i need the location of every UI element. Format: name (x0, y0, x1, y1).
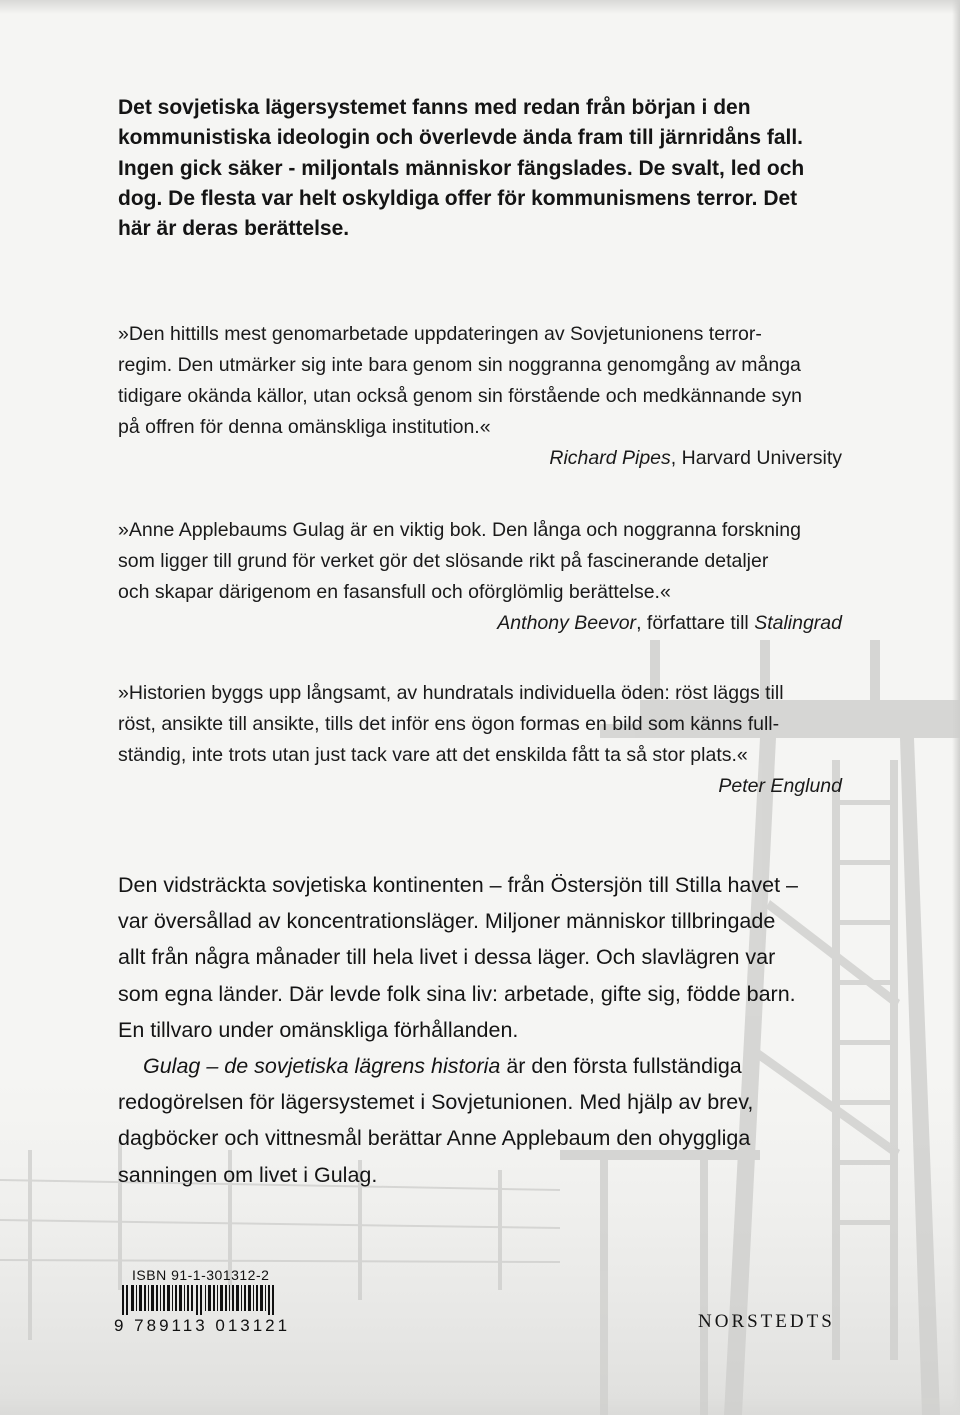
description-paragraph-2-cont (118, 1084, 858, 1193)
quote-line: röst, ansikte till ansikte, tills det inför ens ögon formas en bild som känns full- (118, 713, 780, 735)
description-line: sanningen om livet i Gulag. (118, 1162, 378, 1187)
review-quote-englund (118, 678, 848, 802)
description-line: var översållad av koncentrationsläger. Miljoner människor tillbringade (118, 909, 776, 934)
description-line: är den första fullständiga (500, 1054, 742, 1079)
description-line: redogörelsen för lägersystemet i Sovjetunionen. Med hjälp av brev, (118, 1090, 754, 1115)
publisher-logo: NORSTEDTS (698, 1311, 835, 1332)
intro-blurb (118, 93, 848, 244)
quote-author: Anthony Beevor (497, 612, 637, 634)
quote-author: Richard Pipes (549, 447, 671, 469)
quote-line: »Anne Applebaums Gulag är en viktig bok. Den långa och noggranna forskning (118, 519, 801, 541)
description-line: Den vidsträckta sovjetiska kontinenten – från Östersjön till Stilla havet – (118, 873, 798, 897)
quote-author: Peter Englund (718, 775, 842, 797)
quote-line: som ligger till grund för verket gör det slösande rikt på fascinerande detaljer (118, 550, 769, 572)
barcode (108, 1285, 298, 1315)
quote-line: och skapar därigenom en fasansfull och oförglömlig berättelse.« (118, 581, 671, 603)
blurb-line: här är deras berättelse. (118, 217, 350, 241)
review-quote-beevor (118, 515, 848, 639)
book-title-italic: Gulag – de sovjetiska lägrens historia (143, 1054, 501, 1079)
quote-line: ständig, inte trots utan just tack vare att det enskilda fått ta så stor plats.« (118, 744, 748, 766)
quote-line: på offren för denna omänskliga institution.« (118, 416, 491, 438)
quote-line: tidigare okända källor, utan också genom sin förstående och medkännande syn (118, 385, 803, 407)
isbn-label: ISBN 91-1-301312-2 (132, 1267, 270, 1283)
quote-line: »Historien byggs upp långsamt, av hundratals individuella öden: röst läggs till (118, 682, 784, 704)
quote-attribution (118, 443, 848, 474)
description-paragraph-1 (118, 867, 858, 1048)
description-line: dagböcker och vittnesmål berättar Anne Applebaum den ohyggliga (118, 1126, 751, 1151)
description-line: allt från några månader till hela livet i dessa läger. Och slavlägren var (118, 945, 776, 970)
quote-line: »Den hittills mest genomarbetade uppdateringen av Sovjetunionens terror- (118, 323, 762, 345)
quote-line: regim. Den utmärker sig inte bara genom sin noggranna genomgång av många (118, 354, 801, 376)
blurb-line: dog. De flesta var helt oskyldiga offer för kommunismens terror. Det (118, 186, 798, 210)
blurb-line: Ingen gick säker - miljontals människor fängslades. De svalt, led och (118, 156, 805, 180)
blurb-line: kommunistiska ideologin och överlevde ända fram till järnridåns fall. (118, 126, 804, 150)
blurb-line: Det sovjetiska lägersystemet fanns med redan från början i den (118, 96, 751, 119)
description-paragraph-2 (118, 1048, 858, 1084)
quote-affiliation: , författare till (636, 612, 755, 634)
quote-attribution (118, 771, 848, 802)
description-line: som egna länder. Där levde folk sina liv: arbetade, gifte sig, födde barn. (118, 981, 796, 1006)
quote-work-title: Stalingrad (754, 612, 842, 634)
quote-attribution (118, 608, 848, 639)
description-line: En tillvaro under omänskliga förhållanden. (118, 1017, 519, 1042)
review-quote-pipes (118, 319, 848, 474)
barcode-digits: 9 789113 013121 (114, 1316, 291, 1335)
book-description (118, 867, 858, 1193)
quote-affiliation: , Harvard University (670, 447, 842, 469)
